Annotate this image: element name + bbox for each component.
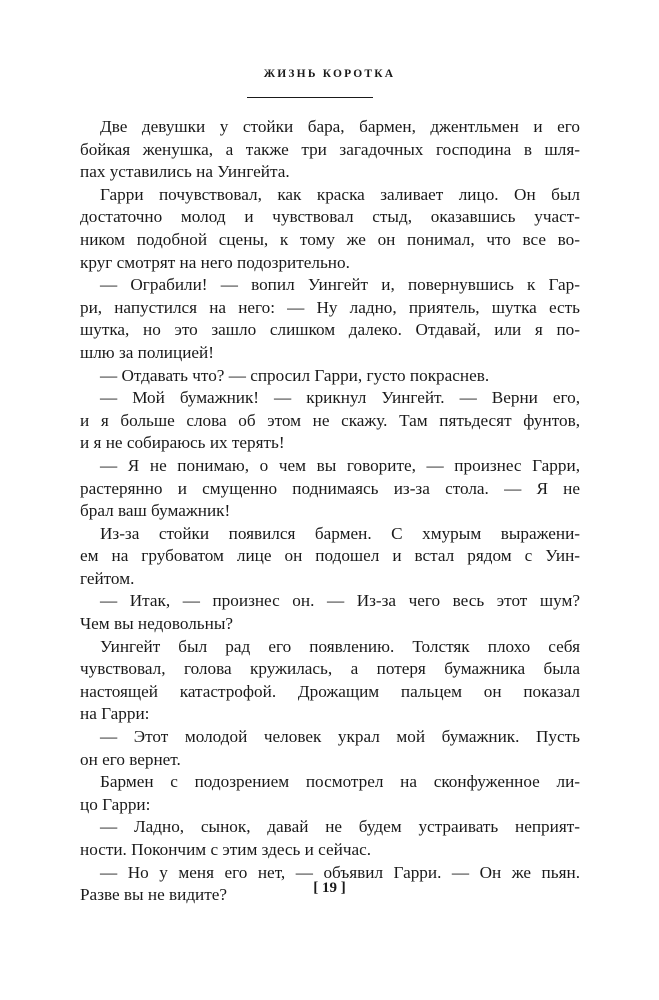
- text-line: гейтом.: [80, 568, 135, 588]
- paragraph: [80, 816, 580, 861]
- text-line: — Но у меня его нет, — объявил Гарри. — Он же пьян.: [100, 862, 580, 882]
- text-line: ем на грубоватом лице он подошел и встал рядом с Уин-: [80, 546, 580, 566]
- text-line: пах уставились на Уингейта.: [80, 162, 290, 182]
- text-line: Уингейт был рад его появлению. Толстяк плохо себя: [100, 636, 580, 656]
- text-line: — Отдавать что? — спросил Гарри, густо покраснев.: [100, 365, 490, 385]
- text-line: ником подобной сцены, к тому же он понимал, что все во-: [80, 229, 580, 249]
- paragraph: [80, 636, 580, 726]
- text-line: брал ваш бумажник!: [80, 501, 231, 521]
- paragraph: [80, 726, 580, 771]
- text-line: достаточно молод и чувствовал стыд, оказавшись участ-: [80, 207, 580, 227]
- text-line: Гарри почувствовал, как краска заливает лицо. Он был: [100, 184, 580, 204]
- text-line: круг смотрят на него подозрительно.: [80, 252, 350, 272]
- text-line: цо Гарри:: [80, 794, 151, 814]
- paragraph: [80, 184, 580, 274]
- text-line: шлю за полицией!: [80, 342, 214, 362]
- paragraph: [80, 116, 580, 184]
- text-line: бойкая женушка, а также три загадочных господина в шля-: [80, 139, 580, 159]
- text-line: — Ладно, сынок, давай не будем устраивать неприят-: [100, 817, 580, 837]
- text-line: он его вернет.: [80, 749, 181, 769]
- text-line: Разве вы не видите?: [80, 885, 228, 905]
- paragraph: [80, 771, 580, 816]
- running-head-rule: [247, 97, 373, 98]
- text-line: — Этот молодой человек украл мой бумажник. Пусть: [100, 727, 580, 747]
- paragraph: [80, 387, 580, 455]
- paragraph: [80, 274, 580, 364]
- text-line: растерянно и смущенно поднимаясь из-за стола. — Я не: [80, 478, 580, 498]
- text-line: Две девушки у стойки бара, бармен, джентльмен и его: [100, 117, 580, 136]
- text-line: — Итак, — произнес он. — Из-за чего весь этот шум?: [100, 591, 580, 611]
- text-line: ри, напустился на него: — Ну ладно, приятель, шутка есть: [80, 297, 580, 317]
- text-line: на Гарри:: [80, 704, 150, 724]
- text-line: — Ограбили! — вопил Уингейт и, повернувшись к Гар-: [100, 275, 580, 295]
- text-line: настоящей катастрофой. Дрожащим пальцем он показал: [80, 681, 580, 701]
- paragraph: [80, 523, 580, 591]
- text-line: — Мой бумажник! — крикнул Уингейт. — Верни его,: [100, 388, 580, 408]
- text-line: Чем вы недовольны?: [80, 614, 234, 634]
- paragraph: [80, 455, 580, 523]
- running-head: ЖИЗНЬ КОРОТКА: [263, 68, 396, 80]
- text-line: — Я не понимаю, о чем вы говорите, — произнес Гарри,: [100, 455, 580, 475]
- text-line: Из-за стойки появился бармен. С хмурым выражени-: [100, 523, 580, 543]
- paragraph: [80, 365, 580, 388]
- paragraph: [80, 590, 580, 635]
- text-line: и я не собираюсь их терять!: [80, 433, 285, 453]
- text-line: ности. Покончим с этим здесь и сейчас.: [80, 840, 372, 859]
- text-line: Бармен с подозрением посмотрел на сконфуженное ли-: [100, 772, 580, 792]
- text-line: и я больше слова об этом не скажу. Там пятьдесят фунтов,: [80, 410, 580, 430]
- text-line: шутка, но это зашло слишком далеко. Отдавай, или я по-: [80, 320, 580, 340]
- text-line: чувствовал, голова кружилась, а потеря бумажника была: [80, 659, 580, 679]
- page-number: [ 19 ]: [313, 880, 346, 896]
- body-text: [80, 116, 580, 907]
